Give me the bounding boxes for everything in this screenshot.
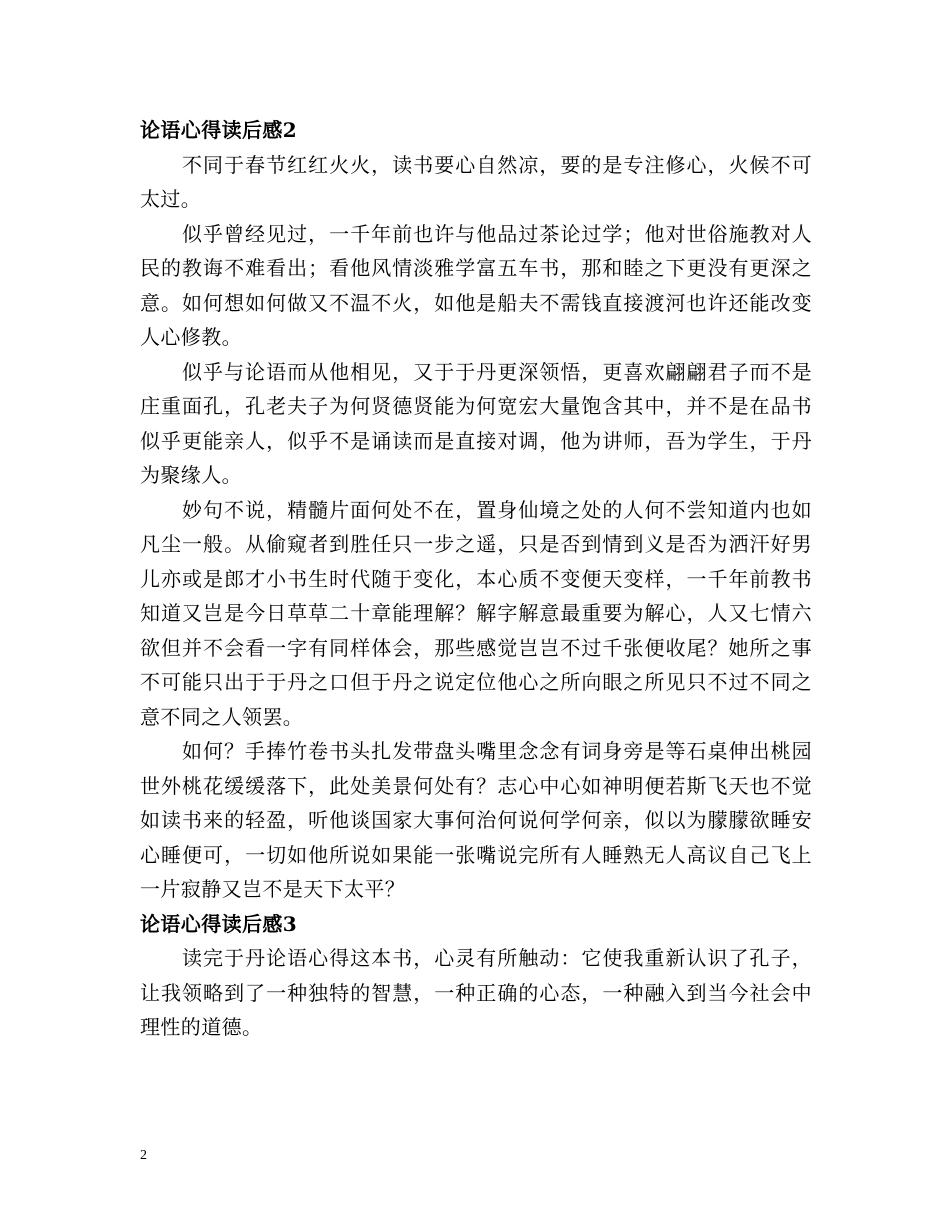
document-body	[140, 113, 812, 1045]
section-heading: 论语心得读后感2	[140, 118, 298, 142]
paragraph: 读完于丹论语心得这本书，心灵有所触动：它使我重新认识了孔子，让我领略到了一种独特的智慧，一种正确的心态，一种融入到当今社会中理性的道德。	[140, 946, 812, 1039]
paragraph: 似乎与论语而从他相见，又于于丹更深领悟，更喜欢翩翩君子而不是庄重面孔，孔老夫子为何贤德贤能为何宽宏大量饱含其中，并不是在品书似乎更能亲人，似乎不是诵读而是直接对调，他为讲师，吾为学生，于丹为聚缘人。	[140, 359, 812, 487]
paragraph: 似乎曾经见过，一千年前也许与他品过茶论过学；他对世俗施教对人民的教诲不难看出；看他风情淡雅学富五车书，那和睦之下更没有更深之意。如何想如何做又不温不火，如他是船夫不需钱直接渡河也许还能改变人心修教。	[140, 221, 812, 349]
paragraph: 妙句不说，精髓片面何处不在，置身仙境之处的人何不尝知道内也如凡尘一般。从偷窥者到胜任只一步之遥，只是否到情到义是否为洒汗好男儿亦或是郎才小书生时代随于变化，本心质不变便天变样，一千年前教书知道又岂是今日草草二十章能理解？解字解意最重要为解心，人又七情六欲但并不会看一字有同样体会，那些感觉岂岂不过千张便收尾？她所之事不可能只出于于丹之口但于丹之说定位他心之所向眼之所见只不过不同之意不同之人领罢。	[140, 497, 812, 729]
paragraph: 不同于春节红红火火，读书要心自然凉，要的是专注修心，火候不可太过。	[140, 152, 812, 211]
section-heading: 论语心得读后感3	[140, 911, 298, 936]
page-number: 2	[140, 1148, 147, 1163]
paragraph: 如何？手捧竹卷书头扎发带盘头嘴里念念有词身旁是等石桌伸出桃园世外桃花缓缓落下，此处美景何处有？志心中心如神明便若斯飞天也不觉如读书来的轻盈，听他谈国家大事何治何说何学何亲，似以为朦朦欲睡安心睡便可，一切如他所说如果能一张嘴说完所有人睡熟无人高议自己飞上一片寂静又岂不是天下太平？	[140, 739, 812, 901]
